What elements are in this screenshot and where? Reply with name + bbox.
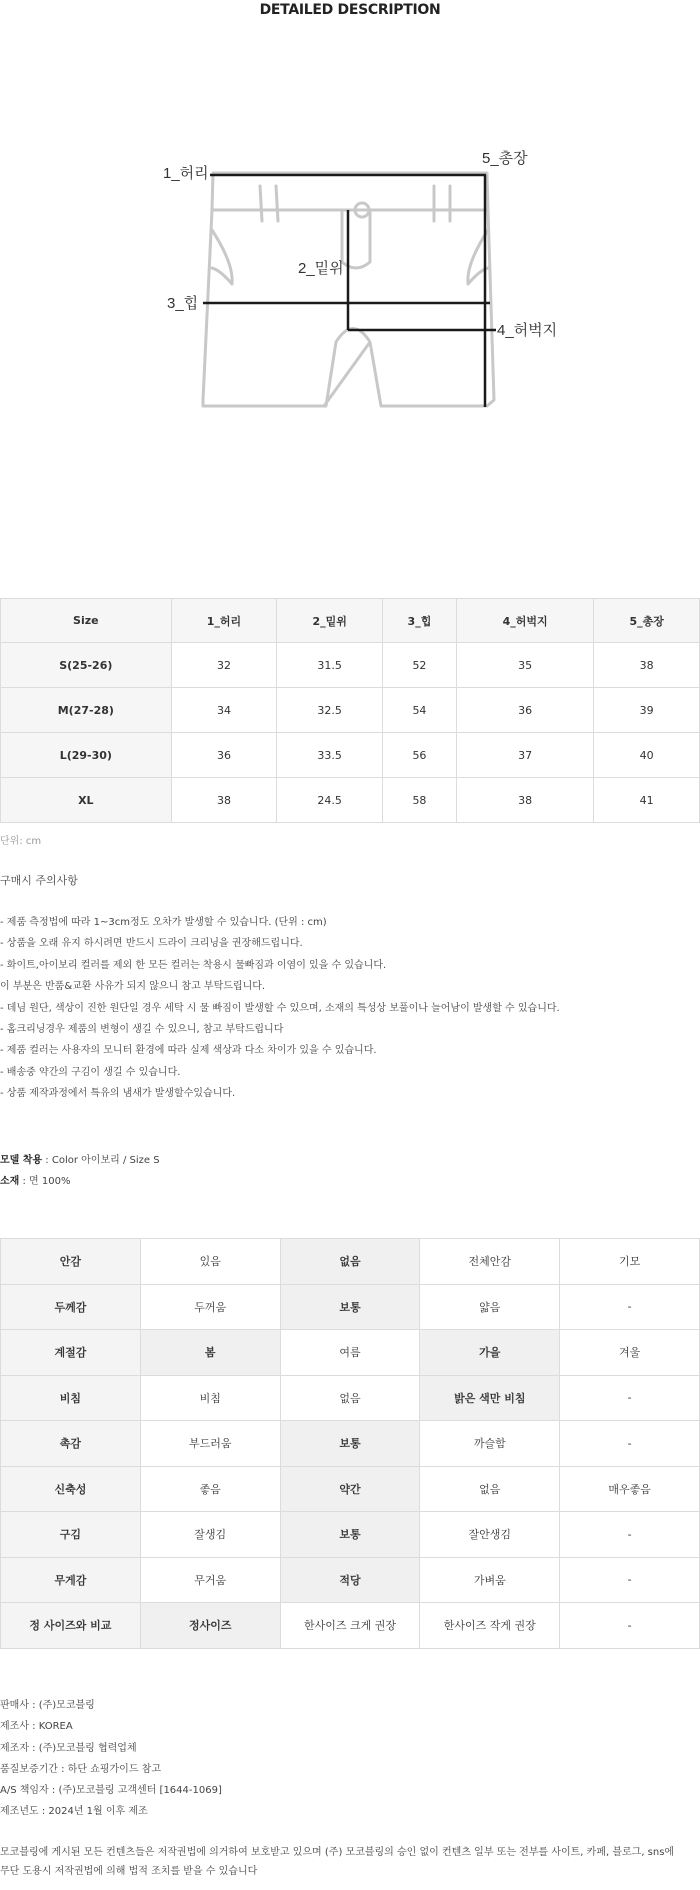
fit-option: 전체안감 (420, 1239, 560, 1285)
size-cell: 32 (171, 643, 277, 688)
table-row (1, 643, 700, 688)
size-cell: 24.5 (277, 778, 383, 823)
size-table (0, 598, 700, 823)
page-title: DETAILED DESCRIPTION (259, 2, 441, 18)
fit-attribute-label: 무게감 (1, 1557, 141, 1603)
fit-option: 약간 (280, 1466, 420, 1512)
fit-option: 부드러움 (140, 1421, 280, 1467)
label-waist: 1_허리 (163, 165, 209, 182)
fit-option: 까슬함 (420, 1421, 560, 1467)
size-cell: 35 (456, 643, 593, 688)
size-cell: 41 (594, 778, 700, 823)
fit-option: 가을 (420, 1330, 560, 1376)
size-cell: 32.5 (277, 688, 383, 733)
model-wearing (0, 1150, 160, 1171)
size-cell: 56 (382, 733, 456, 778)
size-cell: 40 (594, 733, 700, 778)
seller-line: 제조자 : (주)모코블링 협력업체 (0, 1742, 137, 1754)
size-label: L(29-30) (1, 733, 172, 778)
seller-line: 판매사 : (주)모코블링 (0, 1700, 95, 1711)
size-cell: 31.5 (277, 643, 383, 688)
copyright-line: 무단 도용시 저작권법에 의해 법적 조치를 받을 수 있습니다 (0, 1866, 258, 1877)
fit-option: 두꺼움 (140, 1284, 280, 1330)
fit-option: - (560, 1603, 700, 1649)
size-cell: 58 (382, 778, 456, 823)
fit-attribute-label: 비침 (1, 1375, 141, 1421)
fit-option: 무거움 (140, 1557, 280, 1603)
list-item: - 상품을 오래 유지 하시려면 반드시 드라이 크리닝을 권장해드립니다. (0, 938, 303, 950)
table-row (1, 688, 700, 733)
size-col-header: 4_허벅지 (456, 599, 593, 643)
notice-title: 구매시 주의사항 (0, 874, 78, 887)
fit-attribute-label: 안감 (1, 1239, 141, 1285)
fit-option: 있음 (140, 1239, 280, 1285)
fit-option: 없음 (420, 1466, 560, 1512)
fit-attribute-label: 두께감 (1, 1284, 141, 1330)
model-value: : Color 아이보리 / Size S (42, 1155, 160, 1166)
model-info (0, 1150, 160, 1192)
size-cell: 38 (456, 778, 593, 823)
fit-option: 한사이즈 크게 권장 (280, 1603, 420, 1649)
size-col-header: Size (1, 599, 172, 643)
size-cell: 39 (594, 688, 700, 733)
fit-option: - (560, 1421, 700, 1467)
table-row (1, 1375, 700, 1421)
fit-attribute-label: 신축성 (1, 1466, 141, 1512)
label-hip: 3_힙 (167, 295, 199, 312)
fit-option: 적당 (280, 1557, 420, 1603)
fit-attribute-label: 구김 (1, 1512, 141, 1558)
fit-option: 보통 (280, 1421, 420, 1467)
fit-option: 보통 (280, 1284, 420, 1330)
list-item: - 제품 측정법에 따라 1~3cm정도 오차가 발생할 수 있습니다. (단위 : cm) (0, 917, 327, 928)
waistband-outline (212, 173, 488, 210)
size-table-header (1, 599, 700, 643)
size-col-header: 3_힙 (382, 599, 456, 643)
copyright-notice (0, 1843, 700, 1881)
fit-option: 가벼움 (420, 1557, 560, 1603)
size-cell: 38 (594, 643, 700, 688)
fit-option: 정사이즈 (140, 1603, 280, 1649)
size-label: XL (1, 778, 172, 823)
list-item: - 상품 제작과정에서 특유의 냄새가 발생할수있습니다. (0, 1088, 236, 1100)
size-cell: 54 (382, 688, 456, 733)
size-label: S(25-26) (1, 643, 172, 688)
copyright-line: 모코블링에 게시된 모든 컨텐츠들은 저작권법에 의거하여 보호받고 있으며 (주) 모코블링의 승인 없이 컨텐츠 일부 또는 전부를 사이트, 카페, 블로그, sns에 (0, 1847, 675, 1858)
size-col-header: 5_총장 (594, 599, 700, 643)
fit-option: 얇음 (420, 1284, 560, 1330)
fit-option: 한사이즈 작게 권장 (420, 1603, 560, 1649)
list-item: - 제품 컬러는 사용자의 모니터 환경에 따라 실제 색상과 다소 차이가 있을 수 있습니다. (0, 1045, 377, 1057)
model-label: 모델 착용 (0, 1155, 43, 1166)
table-row (1, 1466, 700, 1512)
fit-option: 겨울 (560, 1330, 700, 1376)
seller-line: A/S 책임자 : (주)모코블링 고객센터 [1644-1069] (0, 1785, 222, 1797)
table-row (1, 1421, 700, 1467)
size-cell: 52 (382, 643, 456, 688)
unit-note: 단위: cm (0, 836, 42, 847)
size-label: M(27-28) (1, 688, 172, 733)
fit-attribute-label: 정 사이즈와 비교 (1, 1603, 141, 1649)
list-item: - 배송중 약간의 구김이 생길 수 있습니다. (0, 1066, 181, 1078)
left-pocket (212, 230, 232, 284)
table-row (1, 1284, 700, 1330)
table-row (1, 1330, 700, 1376)
fit-option: - (560, 1557, 700, 1603)
list-item: - 홈크리닝경우 제품의 변형이 생길 수 있으니, 참고 부탁드립니다 (0, 1024, 284, 1036)
size-cell: 34 (171, 688, 277, 733)
size-cell: 38 (171, 778, 277, 823)
size-col-header: 1_허리 (171, 599, 277, 643)
label-length: 5_총장 (482, 150, 528, 167)
fit-attribute-label: 계절감 (1, 1330, 141, 1376)
seller-line: 제조사 : KOREA (0, 1721, 73, 1733)
fit-option: 봄 (140, 1330, 280, 1376)
material-label: 소재 (0, 1176, 20, 1187)
table-row (1, 1603, 700, 1649)
table-row (1, 778, 700, 823)
fit-option: 보통 (280, 1512, 420, 1558)
seller-info (0, 1695, 222, 1823)
list-item: 이 부분은 반품&교환 사유가 되지 않으니 참고 부탁드립니다. (0, 981, 266, 993)
fit-option: 밝은 색만 비침 (420, 1375, 560, 1421)
material-value: : 면 100% (19, 1176, 71, 1187)
size-col-header: 2_밑위 (277, 599, 383, 643)
size-cell: 37 (456, 733, 593, 778)
material (0, 1171, 160, 1192)
list-item: - 데님 원단, 색상이 진한 원단일 경우 세탁 시 물 빠짐이 발생할 수 있으며, 소재의 특성상 보풀이나 늘어남이 발생할 수 있습니다. (0, 1002, 560, 1014)
fit-option: - (560, 1512, 700, 1558)
fit-option: 여름 (280, 1330, 420, 1376)
list-item: - 화이트,아이보리 컬러를 제외 한 모든 컬러는 착용시 물빠짐과 이염이 있을 수 있습니다. (0, 959, 387, 971)
fit-option: 매우좋음 (560, 1466, 700, 1512)
notice-list (0, 912, 560, 1105)
fit-table (0, 1238, 700, 1649)
fit-option: 좋음 (140, 1466, 280, 1512)
label-rise: 2_밑위 (298, 260, 344, 277)
table-row (1, 733, 700, 778)
size-cell: 36 (456, 688, 593, 733)
fit-option: 잘안생김 (420, 1512, 560, 1558)
table-row (1, 1239, 700, 1285)
size-cell: 36 (171, 733, 277, 778)
fit-option: - (560, 1375, 700, 1421)
table-row (1, 1512, 700, 1558)
fit-attribute-label: 촉감 (1, 1421, 141, 1467)
fit-option: 비침 (140, 1375, 280, 1421)
table-row (1, 1557, 700, 1603)
label-thigh: 4_허벅지 (497, 322, 558, 339)
fit-option: 기모 (560, 1239, 700, 1285)
fly-outline (342, 210, 370, 268)
size-cell: 33.5 (277, 733, 383, 778)
fit-option: 없음 (280, 1375, 420, 1421)
fit-option: 없음 (280, 1239, 420, 1285)
seller-line: 제조년도 : 2024년 1월 이후 제조 (0, 1806, 148, 1818)
shorts-measurement-diagram (0, 150, 700, 420)
seller-line: 품질보증기간 : 하단 쇼핑가이드 참고 (0, 1763, 161, 1775)
fit-option: 잘생김 (140, 1512, 280, 1558)
fit-option: - (560, 1284, 700, 1330)
